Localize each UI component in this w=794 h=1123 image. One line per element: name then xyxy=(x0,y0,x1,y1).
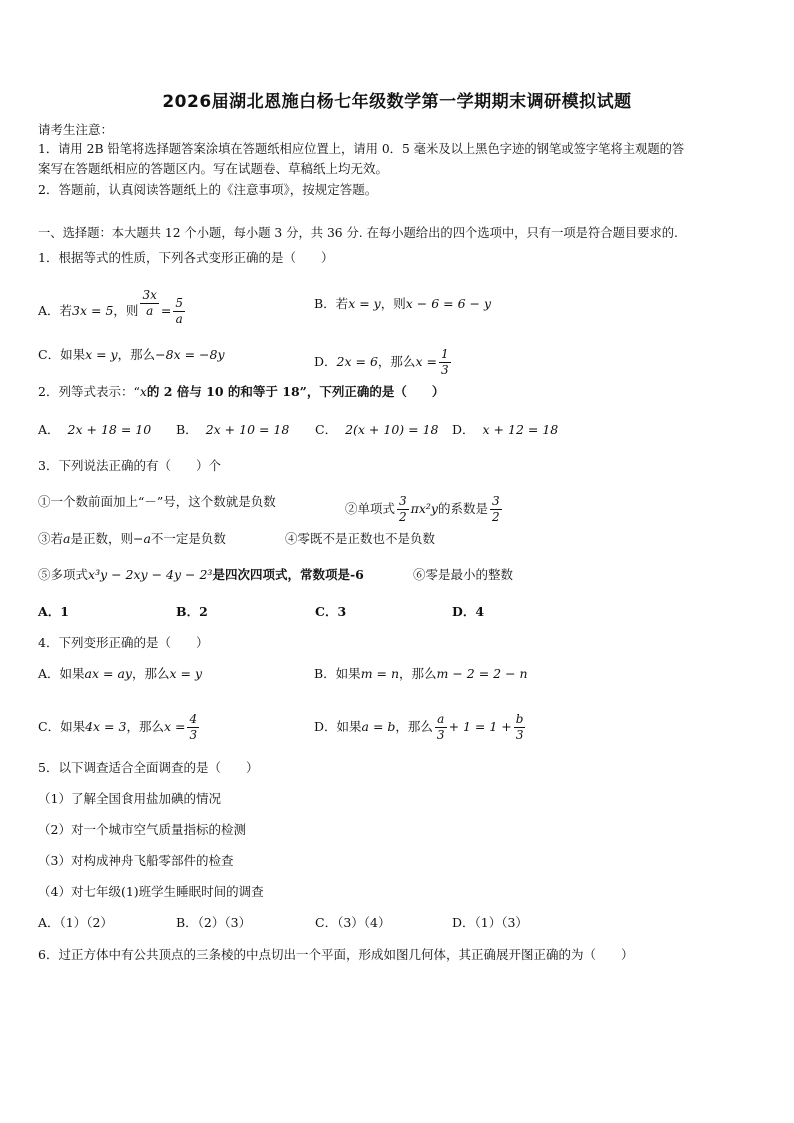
q1-option-d xyxy=(314,347,453,378)
q4-d-den1: 3 xyxy=(436,728,445,742)
q4-d-num2: b xyxy=(515,712,524,726)
q4-b-equation: m = n xyxy=(360,666,400,681)
q3-s3-prefix: ③若 xyxy=(38,531,64,546)
q1-option-a: A．若3x = 5，则 $\frac{3x}{a}$ = $\frac{5}{a}$ xyxy=(38,288,183,326)
q1-d-frac xyxy=(439,347,451,378)
q4-option-c xyxy=(38,712,201,743)
q4-c-x: x = xyxy=(163,719,186,734)
q2-a-label: A． xyxy=(38,422,60,437)
q1-d-den: 3 xyxy=(440,363,449,377)
q1-d-x: x = xyxy=(415,354,437,369)
q3-s5-polynomial: x³y − 2xy − 4y − 2³ xyxy=(88,567,213,582)
page-title: 2026届湖北恩施白杨七年级数学第一学期期末调研模拟试题 xyxy=(162,92,632,112)
q1-b-prefix: B．若 xyxy=(314,296,349,311)
q1-a-num2: 5 xyxy=(175,296,183,310)
q4-d-prefix: D．如果 xyxy=(314,719,362,734)
q3-s2-term: πx²y xyxy=(410,501,438,516)
q3-statement-3 xyxy=(38,531,226,547)
q4-d-plus: + 1 = 1 + xyxy=(448,719,512,734)
q3-s2-mid: 的系数是 xyxy=(438,501,489,516)
q2-stem-x: x xyxy=(139,384,147,399)
q5-item-2: （2）对一个城市空气质量指标的检测 xyxy=(38,822,246,837)
q4-b-prefix: B．如果 xyxy=(314,666,361,681)
q1-a-mid: ，则 xyxy=(113,303,139,318)
q1-a-frac2 xyxy=(173,296,185,327)
q1-option-b xyxy=(314,296,491,312)
question-5-stem: 5．以下调查适合全面调查的是（ ） xyxy=(38,760,259,775)
q1-b-result: x − 6 = 6 − y xyxy=(405,296,492,311)
q3-s3-post: 不一定是负数 xyxy=(150,531,226,546)
q5-item-1: （1）了解全国食用盐加碘的情况 xyxy=(38,791,221,806)
q3-s2-num2: 3 xyxy=(492,494,500,508)
q2-b-label: B． xyxy=(176,422,198,437)
q1-a-frac1 xyxy=(140,288,158,319)
question-1-stem: 1．根据等式的性质，下列各式变形正确的是（ ） xyxy=(38,250,334,265)
q1-a-equation: 3x = 5 xyxy=(72,303,114,318)
q2-b-math: 2x + 10 = 18 xyxy=(205,422,290,437)
question-6-stem: 6．过正方体中有公共顶点的三条棱的中点切出一个平面，形成如图几何体，其正确展开图正确的为（ ） xyxy=(38,947,634,962)
q3-s2-den2: 2 xyxy=(492,510,500,524)
q1-c-result: −8x = −8y xyxy=(155,347,225,362)
q2-a-math: 2x + 18 = 10 xyxy=(67,422,152,437)
q5-item-4: （4）对七年级(1)班学生睡眠时间的调查 xyxy=(38,884,264,899)
q3-s2-den: 2 xyxy=(399,510,407,524)
q3-option-b: B．2 xyxy=(176,604,208,619)
q1-a-num1: 3x xyxy=(142,288,157,302)
section-heading: 一、选择题：本大题共 12 个小题，每小题 3 分，共 36 分. 在每小题给出的四个选项中，只有一项是符合题目要求的. xyxy=(38,226,678,240)
q2-option-a xyxy=(38,422,151,438)
q1-d-prefix: D． xyxy=(314,354,337,369)
q5-option-c: C．（3）（4） xyxy=(315,915,391,930)
q3-s2-frac2 xyxy=(490,494,502,525)
q4-c-equation: 4x = 3 xyxy=(85,719,127,734)
q3-statement-4: ④零既不是正数也不是负数 xyxy=(285,531,436,546)
q3-s5-prefix: ⑤多项式 xyxy=(38,567,89,582)
q4-b-result: m − 2 = 2 − n xyxy=(436,666,528,681)
q1-a-den2: a xyxy=(175,312,183,326)
q3-s5-post: 是四次四项式，常数项是-6 xyxy=(212,567,364,582)
q4-d-den2: 3 xyxy=(515,728,524,742)
question-4-stem: 4．下列变形正确的是（ ） xyxy=(38,635,209,650)
q4-b-mid: ，那么 xyxy=(399,666,437,681)
q4-a-prefix: A．如果 xyxy=(38,666,85,681)
q2-c-math: 2(x + 10) = 18 xyxy=(345,422,439,437)
q5-option-a: A．（1）（2） xyxy=(38,915,113,930)
q4-c-prefix: C．如果 xyxy=(38,719,86,734)
q4-option-b xyxy=(314,666,528,682)
q1-c-mid: ，那么 xyxy=(117,347,156,362)
q1-d-mid: ，那么 xyxy=(377,354,416,369)
q1-a-den1: a xyxy=(146,304,154,318)
notice-item-1a: 1．请用 2B 铅笔将选择题答案涂填在答题纸相应位置上，请用 0．5 毫米及以上黑色字迹的钢笔或签字笔将主观题的答 xyxy=(38,142,685,156)
q3-statement-2 xyxy=(345,494,504,525)
q4-c-num: 4 xyxy=(189,712,198,726)
q3-s3-mid: 是正数，则 xyxy=(70,531,133,546)
q5-item-3: （3）对构成神舟飞船零部件的检查 xyxy=(38,853,234,868)
q1-option-c xyxy=(38,347,225,363)
q4-option-d xyxy=(314,712,527,743)
q3-option-c: C．3 xyxy=(315,604,347,619)
q3-s2-frac xyxy=(397,494,409,525)
q4-d-equation: a = b xyxy=(361,719,396,734)
q5-option-b: B．（2）（3） xyxy=(176,915,252,930)
q3-statement-6: ⑥零是最小的整数 xyxy=(413,567,514,582)
q1-b-equation: x = y xyxy=(348,296,381,311)
q5-option-d: D．（1）（3） xyxy=(452,915,528,930)
q1-c-prefix: C．如果 xyxy=(38,347,86,362)
q2-stem-a: 2．列等式表示：“ xyxy=(38,384,140,399)
q3-s3-neg-a: −a xyxy=(132,531,151,546)
q2-option-b xyxy=(176,422,289,438)
notice-item-2: 2．答题前，认真阅读答题纸上的《注意事项》，按规定答题。 xyxy=(38,182,378,197)
q2-option-d xyxy=(452,422,558,438)
q4-c-frac xyxy=(187,712,199,743)
q1-a-prefix: A．若 xyxy=(38,303,73,318)
q4-option-a xyxy=(38,666,202,682)
q4-a-equation: ax = ay xyxy=(84,666,132,681)
question-2-stem xyxy=(38,384,444,400)
q3-s2-num: 3 xyxy=(399,494,407,508)
q3-s2-prefix: ②单项式 xyxy=(345,501,396,516)
question-3-stem: 3．下列说法正确的有（ ）个 xyxy=(38,458,221,473)
q4-c-den: 3 xyxy=(189,728,198,742)
q4-d-frac1 xyxy=(435,712,447,743)
q3-option-d: D．4 xyxy=(452,604,485,619)
q2-d-math: x + 12 = 18 xyxy=(482,422,559,437)
q2-c-label: C． xyxy=(315,422,338,437)
q1-c-equation: x = y xyxy=(85,347,118,362)
q1-d-equation: 2x = 6 xyxy=(336,354,378,369)
notice-heading: 请考生注意： xyxy=(38,122,114,137)
q2-d-label: D． xyxy=(452,422,475,437)
q3-option-a: A．1 xyxy=(38,604,69,619)
q1-d-num: 1 xyxy=(440,347,449,361)
q4-d-frac2 xyxy=(514,712,526,743)
q4-c-mid: ，那么 xyxy=(126,719,164,734)
q4-a-result: x = y xyxy=(169,666,203,681)
q3-s3-a: a xyxy=(63,531,71,546)
q4-a-mid: ，那么 xyxy=(131,666,170,681)
q1-b-mid: ，则 xyxy=(380,296,406,311)
q4-d-mid: ，那么 xyxy=(395,719,433,734)
notice-item-1b: 案写在答题纸相应的答题区内。写在试题卷、草稿纸上均无效。 xyxy=(38,161,389,176)
q2-stem-b: 的 2 倍与 10 的和等于 18”，下列正确的是（ ） xyxy=(146,384,445,399)
q3-statement-1: ①一个数前面加上“－”号，这个数就是负数 xyxy=(38,494,276,509)
q4-d-num1: a xyxy=(435,712,447,728)
q2-option-c xyxy=(315,422,439,438)
q3-statement-5 xyxy=(38,567,364,583)
